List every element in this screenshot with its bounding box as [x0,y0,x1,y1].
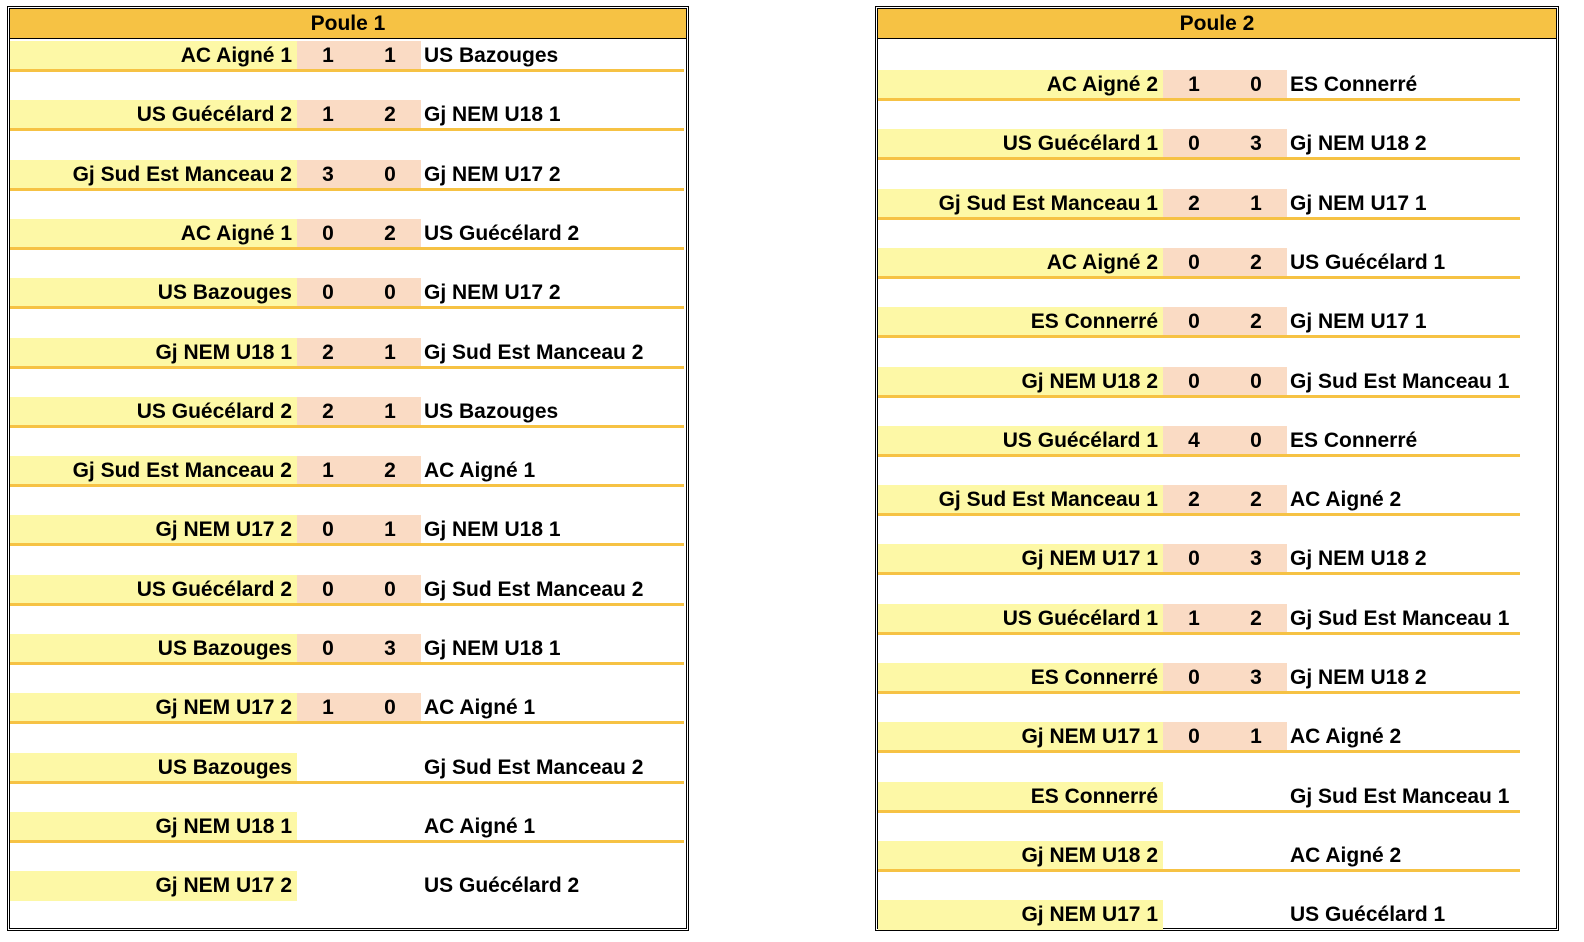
away-score [1225,900,1287,930]
home-team: US Guécélard 2 [10,575,297,605]
home-score [1163,782,1225,812]
home-score: 1 [297,456,359,486]
row-separator [878,335,1520,338]
away-score: 3 [1225,544,1287,574]
row-separator [878,810,1520,813]
home-score: 0 [1163,722,1225,752]
home-team: AC Aigné 2 [878,70,1163,100]
home-score: 1 [1163,604,1225,634]
away-score: 3 [359,634,421,664]
away-team: AC Aigné 2 [1290,725,1402,748]
row-separator [878,276,1520,279]
away-team: Gj NEM U18 1 [424,518,561,541]
home-score: 0 [297,219,359,249]
row-separator [878,454,1520,457]
home-score: 0 [1163,248,1225,278]
row-separator [878,632,1520,635]
away-team: Gj Sud Est Manceau 2 [424,756,644,779]
away-team: Gj NEM U18 2 [1290,666,1427,689]
home-team: Gj Sud Est Manceau 2 [10,160,297,190]
away-score: 1 [1225,189,1287,219]
away-team: Gj NEM U18 2 [1290,547,1427,570]
away-score: 2 [359,456,421,486]
poule-1-table [7,6,689,931]
away-score: 2 [359,100,421,130]
home-score: 1 [297,693,359,723]
away-team: Gj NEM U17 2 [424,163,561,186]
away-team: US Guécélard 1 [1290,251,1446,274]
home-score: 1 [297,41,359,71]
home-score [1163,841,1225,871]
home-team: US Bazouges [10,278,297,308]
home-team: ES Connerré [878,663,1163,693]
away-team: US Bazouges [424,44,559,67]
home-score: 0 [297,515,359,545]
home-team: AC Aigné 2 [878,248,1163,278]
away-team: ES Connerré [1290,429,1418,452]
row-separator [878,691,1520,694]
home-team: US Guécélard 1 [878,129,1163,159]
home-team: Gj NEM U17 1 [878,722,1163,752]
home-team: US Guécélard 2 [10,397,297,427]
home-team: US Guécélard 1 [878,604,1163,634]
home-team: Gj NEM U17 2 [10,515,297,545]
home-team: Gj NEM U17 1 [878,900,1163,930]
home-score: 1 [297,100,359,130]
row-separator [10,603,684,606]
row-separator [878,513,1520,516]
row-separator [10,781,684,784]
away-score: 0 [359,693,421,723]
away-score: 0 [1225,426,1287,456]
home-team: Gj Sud Est Manceau 1 [878,485,1163,515]
away-score: 1 [359,41,421,71]
home-score: 0 [297,575,359,605]
home-score: 2 [1163,189,1225,219]
home-team: US Bazouges [10,753,297,783]
row-separator [10,840,684,843]
row-separator [10,188,684,191]
row-separator [878,395,1520,398]
away-score: 1 [359,338,421,368]
home-score [297,812,359,842]
row-separator [10,69,684,72]
away-score [359,753,421,783]
home-score: 3 [297,160,359,190]
row-separator [10,484,684,487]
home-score: 2 [1163,485,1225,515]
row-separator [10,247,684,250]
home-team: Gj Sud Est Manceau 2 [10,456,297,486]
row-separator [878,217,1520,220]
home-team: AC Aigné 1 [10,41,297,71]
home-team: ES Connerré [878,782,1163,812]
away-score [359,871,421,901]
home-team: Gj NEM U18 2 [878,841,1163,871]
away-score [1225,841,1287,871]
home-score: 0 [1163,367,1225,397]
home-team: Gj NEM U18 2 [878,367,1163,397]
away-team: Gj Sud Est Manceau 1 [1290,607,1510,630]
away-score: 3 [1225,663,1287,693]
home-team: AC Aigné 1 [10,219,297,249]
away-team: AC Aigné 1 [424,696,536,719]
away-team: AC Aigné 1 [424,459,536,482]
away-score: 0 [1225,367,1287,397]
away-score: 1 [359,397,421,427]
away-team: US Bazouges [424,400,559,423]
away-team: Gj NEM U17 1 [1290,310,1427,333]
away-team: Gj Sud Est Manceau 1 [1290,785,1510,808]
away-score [359,812,421,842]
row-separator [878,750,1520,753]
home-score [297,871,359,901]
home-team: Gj NEM U18 1 [10,812,297,842]
home-score: 0 [1163,663,1225,693]
home-score: 0 [297,278,359,308]
away-team: Gj NEM U18 2 [1290,132,1427,155]
poule-title: Poule 2 [878,9,1556,39]
home-score: 1 [1163,70,1225,100]
away-team: US Guécélard 2 [424,874,580,897]
home-score: 0 [1163,544,1225,574]
row-separator [10,306,684,309]
away-team: Gj Sud Est Manceau 2 [424,578,644,601]
away-team: US Guécélard 2 [424,222,580,245]
away-score: 2 [359,219,421,249]
home-team: Gj NEM U17 2 [10,871,297,901]
away-team: AC Aigné 2 [1290,488,1402,511]
away-team: ES Connerré [1290,73,1418,96]
row-separator [10,721,684,724]
row-separator [10,662,684,665]
home-team: US Guécélard 2 [10,100,297,130]
poule-2-table [875,6,1559,931]
away-score: 0 [1225,70,1287,100]
away-score: 2 [1225,485,1287,515]
row-separator [10,425,684,428]
home-score: 0 [297,634,359,664]
home-score: 2 [297,338,359,368]
home-team: Gj NEM U17 1 [878,544,1163,574]
away-score: 2 [1225,248,1287,278]
row-separator [10,128,684,131]
row-separator [878,572,1520,575]
away-team: Gj NEM U18 1 [424,637,561,660]
row-separator [878,869,1520,872]
away-score [1225,782,1287,812]
home-score [297,753,359,783]
home-score: 2 [297,397,359,427]
away-team: Gj Sud Est Manceau 1 [1290,370,1510,393]
away-score: 2 [1225,604,1287,634]
away-score: 0 [359,575,421,605]
home-team: Gj NEM U17 2 [10,693,297,723]
away-team: Gj Sud Est Manceau 2 [424,341,644,364]
away-score: 2 [1225,307,1287,337]
home-team: ES Connerré [878,307,1163,337]
away-score: 1 [1225,722,1287,752]
home-score: 0 [1163,129,1225,159]
away-team: Gj NEM U17 1 [1290,192,1427,215]
home-team: Gj Sud Est Manceau 1 [878,189,1163,219]
row-separator [10,543,684,546]
away-score: 1 [359,515,421,545]
away-team: AC Aigné 1 [424,815,536,838]
row-separator [10,366,684,369]
home-team: US Bazouges [10,634,297,664]
away-score: 0 [359,278,421,308]
away-team: Gj NEM U18 1 [424,103,561,126]
home-team: Gj NEM U18 1 [10,338,297,368]
home-score: 0 [1163,307,1225,337]
away-score: 0 [359,160,421,190]
away-team: AC Aigné 2 [1290,844,1402,867]
poule-title: Poule 1 [10,9,686,39]
home-score [1163,900,1225,930]
home-score: 4 [1163,426,1225,456]
home-team: US Guécélard 1 [878,426,1163,456]
row-separator [878,157,1520,160]
away-team: Gj NEM U17 2 [424,281,561,304]
row-separator [878,98,1520,101]
away-team: US Guécélard 1 [1290,903,1446,926]
away-score: 3 [1225,129,1287,159]
